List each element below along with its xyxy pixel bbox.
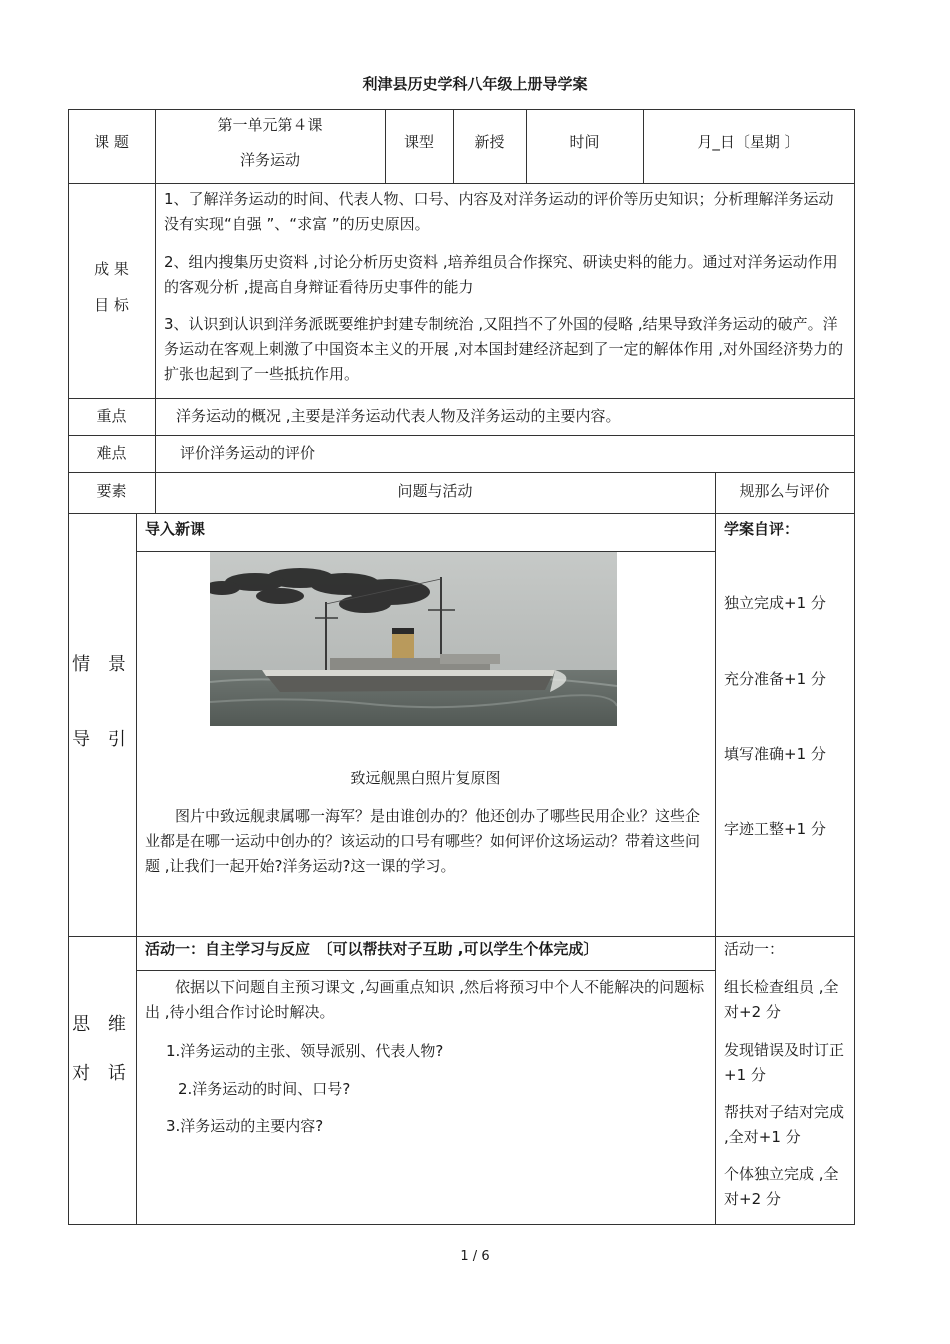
question-item: 3.洋务运动的主要内容? — [166, 1117, 324, 1135]
activity-eval-item: 组长检查组员 ,全对+2 分 — [724, 978, 839, 1021]
goals-label: 成 果 — [94, 260, 129, 278]
activity-eval-heading: 活动一： — [724, 940, 785, 958]
row-divider — [136, 970, 715, 971]
intro-heading: 导入新课 — [145, 520, 206, 538]
goals-label: 目 标 — [94, 296, 129, 314]
col-header-activities: 问题与活动 — [397, 482, 473, 500]
self-eval-item: 字迹工整+1 分 — [724, 820, 826, 838]
col-divider — [715, 472, 716, 1224]
row-divider — [68, 398, 855, 399]
image-caption: 致远舰黑白照片复原图 — [350, 769, 501, 787]
self-eval-heading: 学案自评： — [724, 520, 800, 538]
goal-item: 2、组内搜集历史资料 ,讨论分析历史资料 ,培养组员合作探究、研读史料的能力。通过对洋务运动作用的客观分析 ,提高自身辩证看待历史事件的能力 — [164, 253, 838, 296]
page-number: 1 / 6 — [460, 1249, 490, 1264]
difficulty-text: 评价洋务运动的评价 — [180, 444, 316, 462]
row-divider — [68, 472, 855, 473]
row-divider — [68, 435, 855, 436]
topic-label: 课 题 — [94, 133, 129, 151]
self-eval-item: 填写准确+1 分 — [724, 745, 826, 763]
time-label: 时间 — [569, 133, 600, 151]
self-eval-item: 独立完成+1 分 — [724, 594, 826, 612]
col-header-elements: 要素 — [96, 482, 127, 500]
unit-text: 第一单元第４课 — [217, 116, 323, 134]
self-eval-item: 充分准备+1 分 — [724, 670, 826, 688]
activity-eval-item: 帮扶对子结对完成 ,全对+1 分 — [724, 1103, 845, 1146]
key-point-text: 洋务运动的概况 ,主要是洋务运动代表人物及洋务运动的主要内容。 — [176, 407, 621, 425]
type-value: 新授 — [474, 133, 505, 151]
date-value: 月_日〔星期 〕 — [697, 133, 800, 151]
lesson-title: 洋务运动 — [239, 151, 300, 169]
document-title: 利津县历史学科八年级上册导学案 — [362, 75, 588, 93]
row-divider — [68, 513, 855, 514]
question-item: 2.洋务运动的时间、口号? — [178, 1080, 351, 1098]
intro-label: 情 景 — [72, 654, 132, 675]
intro-label: 导 引 — [72, 729, 132, 750]
question-item: 1.洋务运动的主张、领导派别、代表人物? — [166, 1042, 444, 1060]
activity-eval-item: 发现错误及时订正+1 分 — [724, 1041, 845, 1084]
difficulty-label: 难点 — [96, 444, 127, 462]
warship-photo — [210, 552, 617, 726]
table-border-right — [854, 109, 855, 1225]
activity-intro: 依据以下问题自主预习课文 ,勾画重点知识 ,然后将预习中个人不能解决的问题标出 ,待小组合作讨论时解决。 — [145, 978, 705, 1021]
goal-item: 1、了解洋务运动的时间、代表人物、口号、内容及对洋务运动的评价等历史知识；分析理解洋务运动没有实现“自强 ”、“求富 ”的历史原因。 — [164, 190, 834, 233]
table-border-bottom — [68, 1224, 855, 1225]
col-header-evaluation: 规那么与评价 — [739, 482, 830, 500]
col-divider — [136, 513, 137, 1224]
table-border-top — [68, 109, 855, 110]
dialog-label: 对 话 — [72, 1063, 132, 1084]
row-divider — [68, 183, 855, 184]
activity-heading: 活动一：自主学习与反应 〔可以帮扶对子互助 ,可以学生个体完成〕 — [145, 940, 599, 958]
goal-item: 3、认识到认识到洋务派既要维护封建专制统治 ,又阻挡不了外国的侵略 ,结果导致洋务运动的破产。洋务运动在客观上刺激了中国资本主义的开展 ,对本国封建经济起到了一定的解体作用 ,对外国经济势力的扩张也起到了一些抵抗作用。 — [164, 315, 844, 383]
dialog-label: 思 维 — [72, 1014, 132, 1035]
intro-text: 图片中致远舰隶属哪一海军？是由谁创办的？他还创办了哪些民用企业？这些企业都是在哪一运动中创办的？该运动的口号有哪些？如何评价这场运动？带着这些问题 ,让我们一起开始?洋务运动?这一课的学习。 — [145, 807, 701, 875]
key-point-label: 重点 — [96, 407, 127, 425]
type-label: 课型 — [403, 133, 434, 151]
activity-eval-item: 个体独立完成 ,全对+2 分 — [724, 1165, 839, 1208]
row-divider — [68, 936, 855, 937]
